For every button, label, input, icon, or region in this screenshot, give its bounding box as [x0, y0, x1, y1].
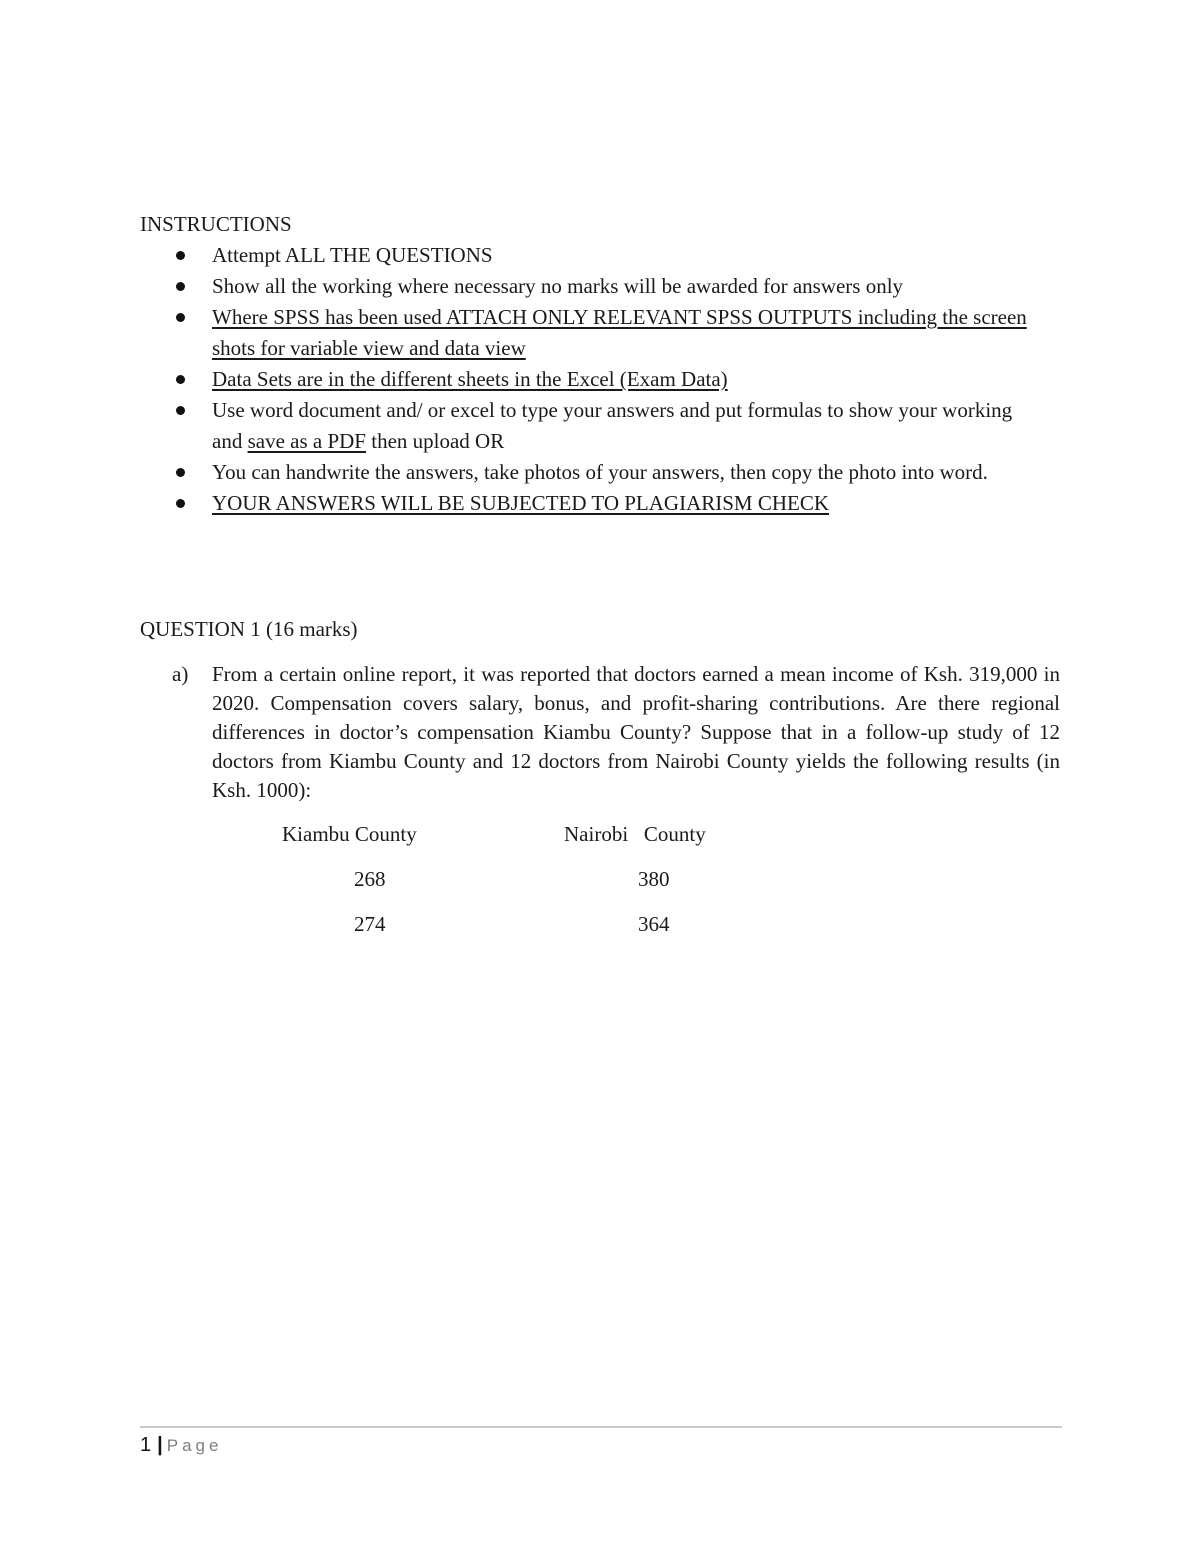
question-text: From a certain online report, it was reported that doctors earned a mean income of Ksh. 319,000 in 2020. Compensation covers salary, bonus, and profit-sharing contributions. Are there regional differences in doctor’s compensation Kiambu County? Suppose that in a follow-up study of 12 doctors from Kiambu County and 12 doctors from Nairobi County yields the following results (in Ksh. 1000):	[212, 662, 1060, 802]
table-cell: 380	[638, 867, 670, 891]
instruction-text: Where SPSS has been used ATTACH ONLY RELEVANT SPSS OUTPUTS including the screen shots for variable view and data view	[212, 305, 1027, 360]
page-number: 1	[140, 1434, 152, 1456]
bullet-icon	[176, 251, 185, 260]
instruction-text: You can handwrite the answers, take photos of your answers, then copy the photo into word.	[212, 460, 988, 484]
instruction-text: then upload OR	[365, 429, 505, 453]
question-title: QUESTION 1 (16 marks)	[140, 617, 358, 641]
list-item	[140, 271, 1040, 302]
list-item	[140, 488, 1040, 519]
table-cell: 274	[354, 912, 386, 936]
page-separator: |	[157, 1434, 163, 1456]
bullet-icon	[176, 468, 185, 477]
table-cell: 364	[638, 912, 670, 936]
list-item	[140, 364, 1040, 395]
part-label: a)	[172, 662, 189, 686]
page-footer	[140, 1431, 222, 1460]
list-item	[140, 240, 1040, 271]
instruction-text: YOUR ANSWERS WILL BE SUBJECTED TO PLAGIARISM CHECK	[212, 491, 830, 515]
column-header: Nairobi County	[564, 822, 706, 846]
instructions-list	[140, 240, 1040, 519]
list-item	[140, 395, 1040, 457]
bullet-icon	[176, 375, 185, 384]
bullet-icon	[176, 313, 185, 322]
instruction-text: Show all the working where necessary no marks will be awarded for answers only	[212, 274, 904, 298]
instruction-text: Use word document and/ or excel to type your answers and put formulas to show your working and	[212, 398, 1013, 453]
table-cell: 268	[354, 867, 386, 891]
column-header: Kiambu County	[282, 822, 417, 846]
bullet-icon	[176, 282, 185, 291]
instruction-text: Data Sets are in the different sheets in the Excel (Exam Data)	[212, 367, 728, 391]
list-item	[140, 457, 1040, 488]
footer-divider	[140, 1426, 1062, 1428]
save-as-pdf-text: save as a PDF	[247, 429, 366, 453]
list-item	[140, 302, 1040, 364]
bullet-icon	[176, 499, 185, 508]
instructions-heading: INSTRUCTIONS	[140, 212, 292, 236]
instruction-text: Attempt ALL THE QUESTIONS	[212, 243, 493, 267]
page-label: Page	[166, 1436, 223, 1455]
bullet-icon	[176, 406, 185, 415]
question-part-a	[172, 660, 1060, 805]
